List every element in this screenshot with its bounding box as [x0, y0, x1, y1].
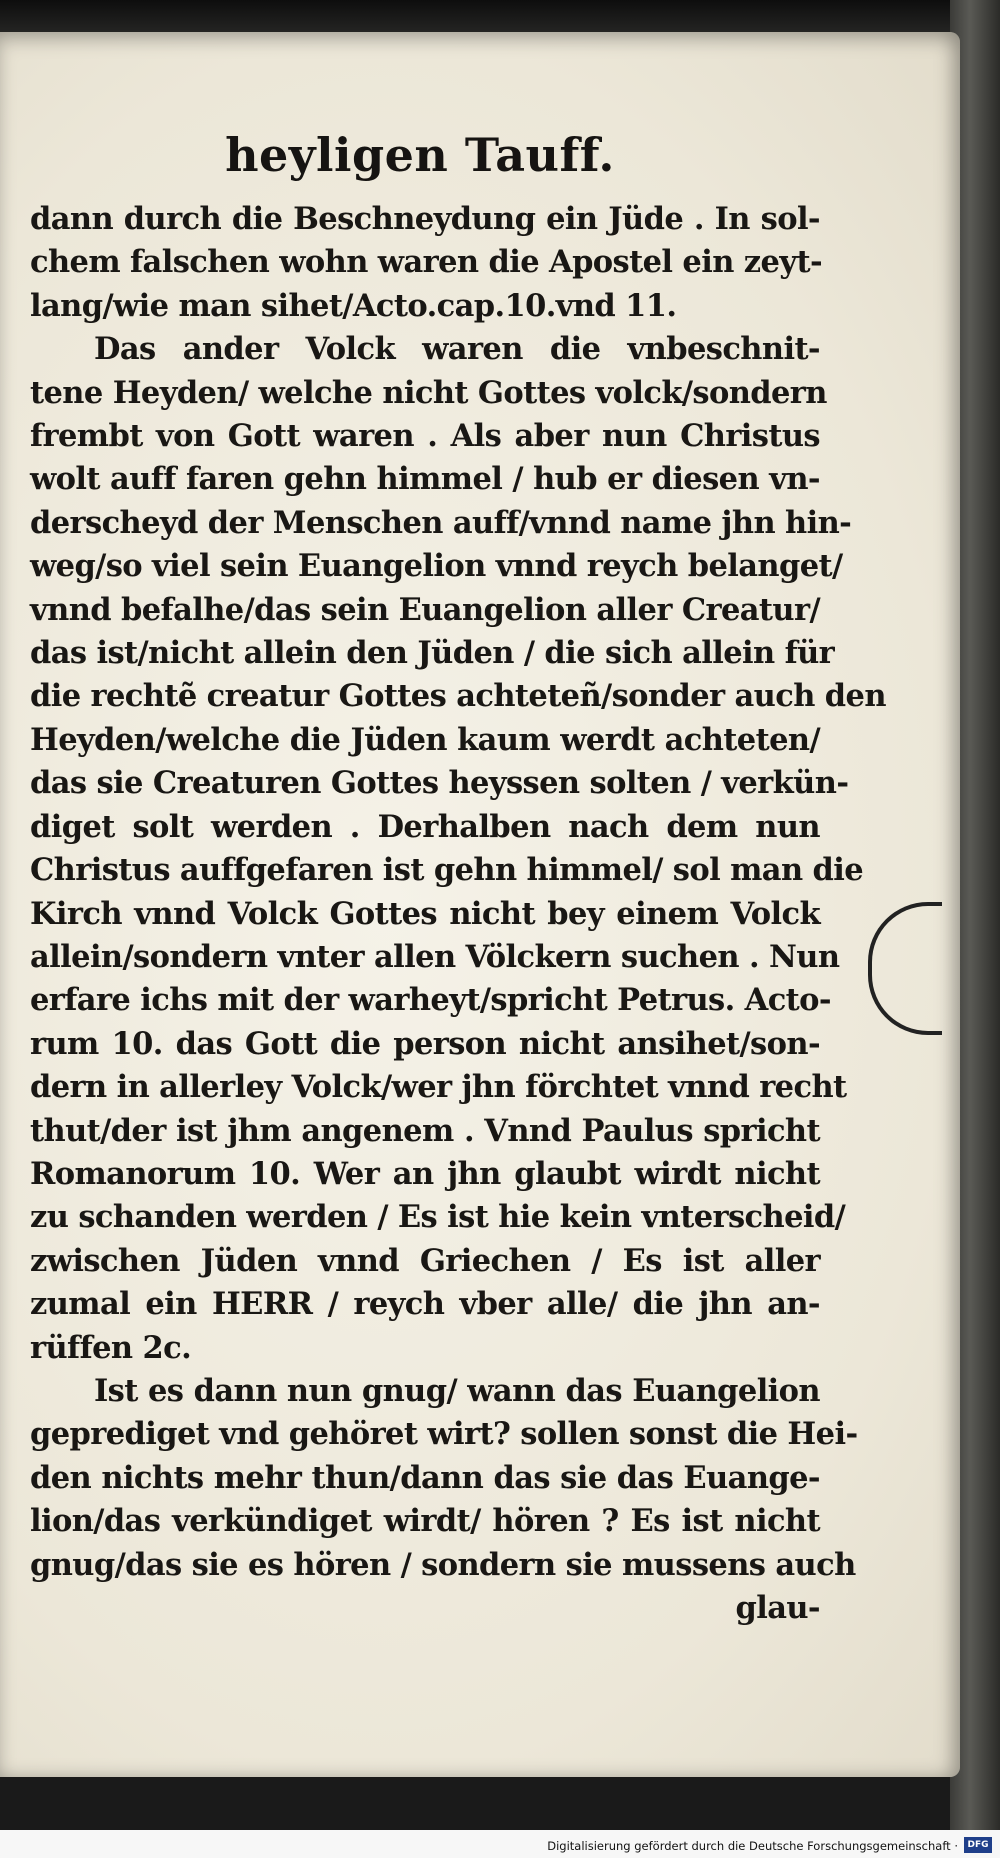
running-header: heyligen Tauff.: [225, 128, 615, 182]
text-line: frembt von Gott waren . Als aber nun Christus: [30, 418, 820, 455]
text-line: derscheyd der Menschen auff/vnnd name jhn hin-: [30, 504, 852, 541]
text-line: den nichts mehr thun/dann das sie das Euange-: [30, 1459, 820, 1496]
text-line: zwischen Jüden vnnd Griechen / Es ist aller: [30, 1242, 820, 1279]
text-line: zumal ein HERR / reych vber alle/ die jhn an-: [30, 1286, 820, 1323]
text-line: die rechtẽ creatur Gottes achteteñ/sonder auch den: [30, 678, 886, 715]
text-line: chem falschen wohn waren die Apostel ein zeyt-: [30, 244, 822, 281]
catchword: glau-: [735, 1590, 820, 1626]
digitization-credit: Digitalisierung gefördert durch die Deutsche Forschungsgemeinschaft ·: [547, 1839, 958, 1853]
text-line: das sie Creaturen Gottes heyssen solten / verkün-: [30, 765, 849, 802]
text-line: vnnd befalhe/das sein Euangelion aller Creatur/: [30, 591, 820, 628]
text-line: lang/wie man sihet/Acto.cap.10.vnd 11.: [30, 287, 677, 324]
text-line: Das ander Volck waren die vnbeschnit-: [94, 331, 820, 368]
body-text: [30, 198, 886, 1630]
text-line: Christus auffgefaren ist gehn himmel/ sol man die: [30, 852, 864, 889]
text-line: diget solt werden . Derhalben nach dem nun: [30, 808, 820, 845]
text-line: Ist es dann nun gnug/ wann das Euangelion: [94, 1372, 820, 1409]
text-line: allein/sondern vnter allen Völckern suchen . Nun: [30, 938, 840, 975]
text-line: tene Heyden/ welche nicht Gottes volck/sondern: [30, 374, 827, 411]
text-line: das ist/nicht allein den Jüden / die sich allein für: [30, 635, 835, 672]
text-line: weg/so viel sein Euangelion vnnd reych belanget/: [30, 548, 843, 585]
text-line: Romanorum 10. Wer an jhn glaubt wirdt nicht: [30, 1155, 820, 1192]
text-line: Heyden/welche die Jüden kaum werdt achteten/: [30, 721, 820, 758]
text-line: erfare ichs mit der warheyt/spricht Petrus. Acto-: [30, 982, 831, 1019]
text-line: Kirch vnnd Volck Gottes nicht bey einem Volck: [30, 895, 820, 932]
text-line: dann durch die Beschneydung ein Jüde . In sol-: [30, 201, 820, 237]
dfg-logo-icon: DFG: [964, 1837, 992, 1853]
text-line: rum 10. das Gott die person nicht ansihet/son-: [30, 1025, 820, 1062]
text-line: geprediget vnd gehöret wirt? sollen sonst die Hei-: [30, 1416, 858, 1453]
text-line: zu schanden werden / Es ist hie kein vnterscheid/: [30, 1199, 846, 1236]
page-clip: [868, 902, 942, 1035]
text-line: dern in allerley Volck/wer jhn förchtet vnnd recht: [30, 1069, 847, 1106]
text-line: lion/das verkündiget wirdt/ hören ? Es ist nicht: [30, 1503, 820, 1540]
text-line: gnug/das sie es hören / sondern sie mussens auch: [30, 1546, 856, 1583]
text-line: rüffen 2c.: [30, 1329, 192, 1366]
text-line: thut/der ist jhm angenem . Vnnd Paulus spricht: [30, 1112, 820, 1149]
text-line: wolt auff faren gehn himmel / hub er diesen vn-: [30, 461, 820, 498]
